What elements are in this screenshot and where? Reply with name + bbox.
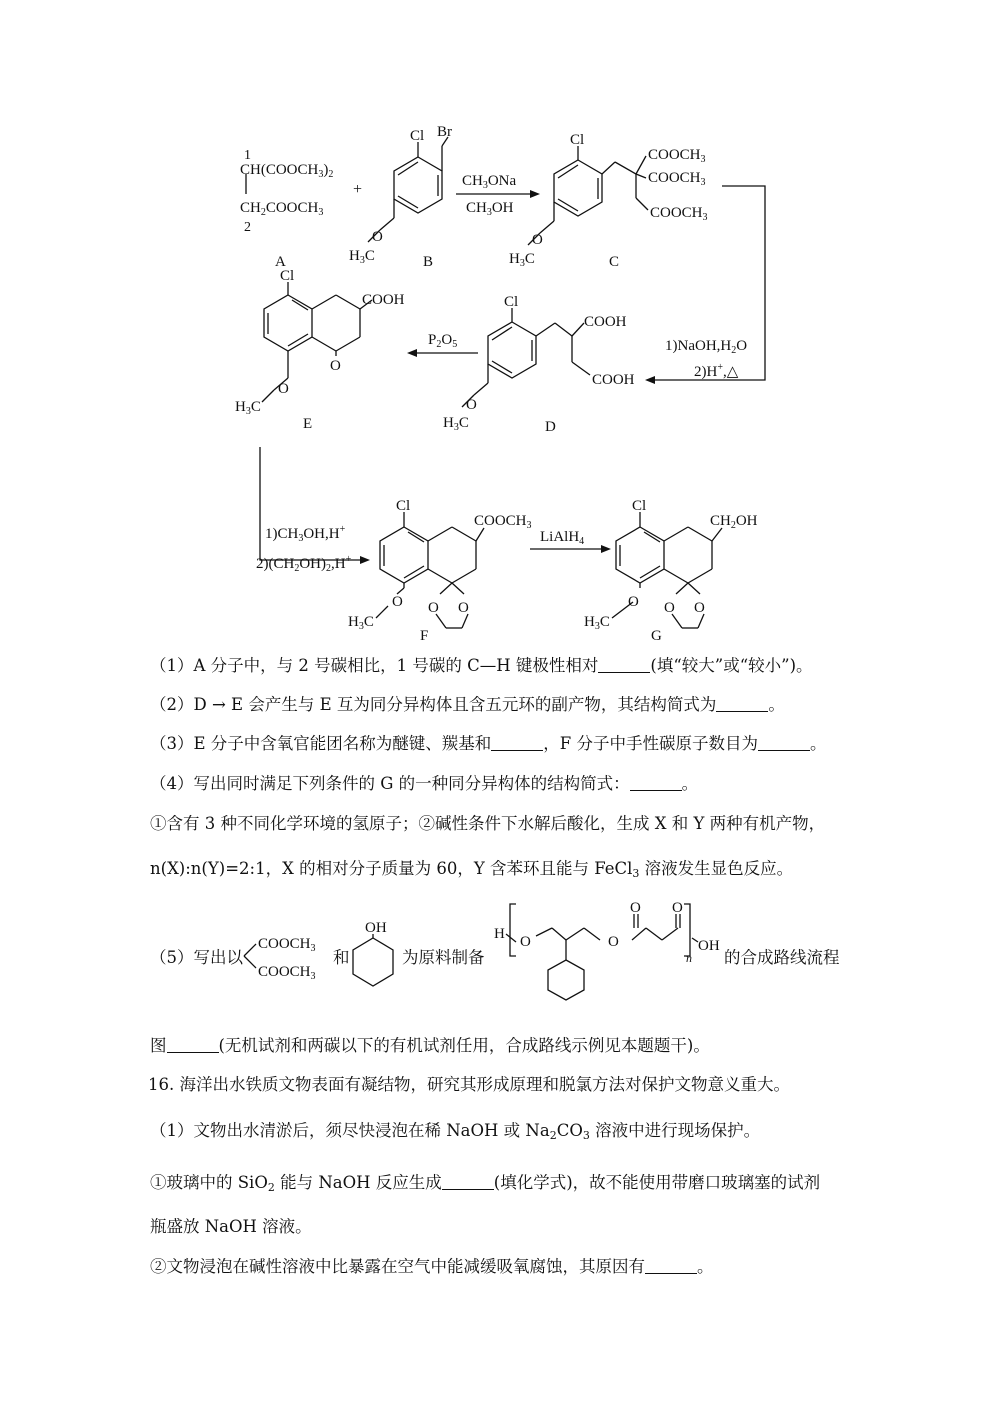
e-cl: Cl	[280, 268, 295, 284]
label-g: G	[651, 628, 662, 644]
f-ketal-o-1: O	[428, 600, 439, 616]
c-ester-1: $COOCH_3$	[648, 147, 706, 165]
step5-reagent: LiAlH$_4$	[540, 529, 585, 547]
polymer-o-2: O	[608, 934, 619, 950]
label-a: A	[275, 254, 286, 270]
g-h3c: $H_3C$	[584, 614, 610, 632]
step1-reagent: $CH_3ONa$	[462, 173, 517, 191]
question-16-1-i: ①玻璃中的 SiO$_2$ 能与 NaOH 反应生成 (填化学式)，故不能使用带磨口玻璃塞的试剂	[150, 1173, 821, 1194]
a-line2: $CH_2COOCH_3$	[240, 200, 324, 218]
f-ester: $COOCH_3$	[474, 513, 532, 531]
d-o: O	[466, 397, 477, 413]
g-ch2oh: $CH_2OH$	[710, 513, 758, 531]
polymer-n: n	[686, 951, 692, 965]
c-o: O	[532, 232, 543, 248]
d-cooh-1: COOH	[584, 314, 627, 330]
c-cl: Cl	[570, 132, 585, 148]
e-o: O	[278, 381, 289, 397]
g-ketal-o-2: O	[694, 600, 705, 616]
polymer-o-4: O	[672, 900, 683, 916]
step2-reagent-2: 2)H+,△	[694, 362, 739, 380]
b-br: Br	[437, 124, 452, 140]
e-ketone-o: O	[330, 358, 341, 374]
g-ketal-o-1: O	[664, 600, 675, 616]
label-c: C	[609, 254, 620, 270]
c-ester-3: $COOCH_3$	[650, 205, 708, 223]
b-o: O	[372, 229, 383, 245]
malonate-ester-2: $COOCH_3$	[258, 964, 316, 982]
step3-reagent: $P_2O_5$	[428, 332, 458, 350]
label-f: F	[420, 628, 429, 644]
step1-solvent: $CH_3OH$	[466, 200, 514, 218]
e-cooh: COOH	[362, 292, 405, 308]
polymer-oh: OH	[698, 938, 720, 954]
step4-reagent-2: $2)(CH_2OH)_2,H^+$	[256, 554, 352, 574]
question-16-1: （1）文物出水清淤后，须尽快浸泡在稀 NaOH 或 $Na_2CO_3$ 溶液中进行现场保护。	[150, 1121, 761, 1142]
polymer-o-3: O	[630, 900, 641, 916]
question-3: （3）E 分子中含氧官能团名称为醚键、羰基和 ，F 分子中手性碳原子数目为 。	[150, 734, 827, 753]
question-2: （2）D → E 会产生与 E 互为同分异构体且含五元环的副产物，其结构简式为 。	[150, 695, 785, 714]
answer-blank[interactable]	[758, 734, 810, 751]
g-cl: Cl	[632, 498, 647, 514]
answer-blank[interactable]	[630, 774, 682, 791]
label-b: B	[423, 254, 434, 270]
d-cl: Cl	[504, 294, 519, 310]
polymer-o-1: O	[520, 934, 531, 950]
cyclohexanol-oh: OH	[365, 920, 387, 936]
label-e: E	[303, 416, 313, 432]
cyclohexanol-structure	[345, 914, 405, 994]
question-1: （1）A 分子中，与 2 号碳相比，1 号碳的 C—H 键极性相对 (填“较大”或“较小”)。	[150, 656, 813, 675]
e-h3c: $H_3C$	[235, 399, 261, 417]
question-16-1-i-cont: 瓶盛放 NaOH 溶液。	[150, 1217, 312, 1236]
answer-blank[interactable]	[716, 695, 768, 712]
answer-blank[interactable]	[598, 656, 650, 673]
a-line1: $CH(COOCH_3)_2$	[240, 162, 334, 180]
question-4: （4）写出同时满足下列条件的 G 的一种同分异构体的结构简式： 。	[150, 774, 699, 793]
question-5-line2: 图 (无机试剂和两碳以下的有机试剂任用，合成路线示例见本题题干)。	[150, 1036, 710, 1055]
b-cl: Cl	[410, 128, 425, 144]
step2-reagent-1: $1)NaOH,H_2O$	[665, 338, 748, 356]
c-h3c: $H_3C$	[509, 251, 535, 269]
question-16-1-ii: ②文物浸泡在碱性溶液中比暴露在空气中能减缓吸氧腐蚀，其原因有 。	[150, 1257, 714, 1276]
question-5-prefix: （5）写出以	[150, 948, 243, 967]
d-h3c: $H_3C$	[443, 415, 469, 433]
question-4-condition-1: ①含有 3 种不同化学环境的氢原子；②碱性条件下水解后酸化，生成 X 和 Y 两种有机产物，	[150, 814, 826, 833]
f-ketal-o-2: O	[458, 600, 469, 616]
question-4-condition-2: n(X):n(Y)=2:1，X 的相对分子质量为 60，Y 含苯环且能与 FeCl$_3$ 溶液发生显色反应。	[150, 859, 794, 880]
label-d: D	[545, 419, 556, 435]
b-h3c: $H_3C$	[349, 248, 375, 266]
answer-blank[interactable]	[645, 1257, 697, 1274]
f-cl: Cl	[396, 498, 411, 514]
question-16-stem: 16. 海洋出水铁质文物表面有凝结物，研究其形成原理和脱氯方法对保护文物意义重大。	[148, 1075, 790, 1094]
answer-blank[interactable]	[491, 734, 543, 751]
and-word: 和	[333, 948, 350, 967]
answer-blank[interactable]	[167, 1036, 219, 1053]
polymer-structure	[492, 898, 728, 1018]
d-cooh-2: COOH	[592, 372, 635, 388]
f-h3c: $H_3C$	[348, 614, 374, 632]
malonate-ester-1: $COOCH_3$	[258, 936, 316, 954]
question-5-mid: 为原料制备	[402, 948, 485, 967]
answer-blank[interactable]	[442, 1173, 494, 1190]
g-o: O	[628, 594, 639, 610]
step4-reagent-1: $1)CH_3OH,H^+$	[265, 524, 346, 544]
f-o: O	[392, 594, 403, 610]
a-carbon-1: 1	[244, 148, 251, 163]
polymer-h: H	[494, 926, 505, 942]
a-carbon-2: 2	[244, 220, 251, 235]
question-5-suffix: 的合成路线流程	[724, 948, 840, 967]
c-ester-2: $COOCH_3$	[648, 170, 706, 188]
plus-sign: +	[353, 181, 363, 198]
